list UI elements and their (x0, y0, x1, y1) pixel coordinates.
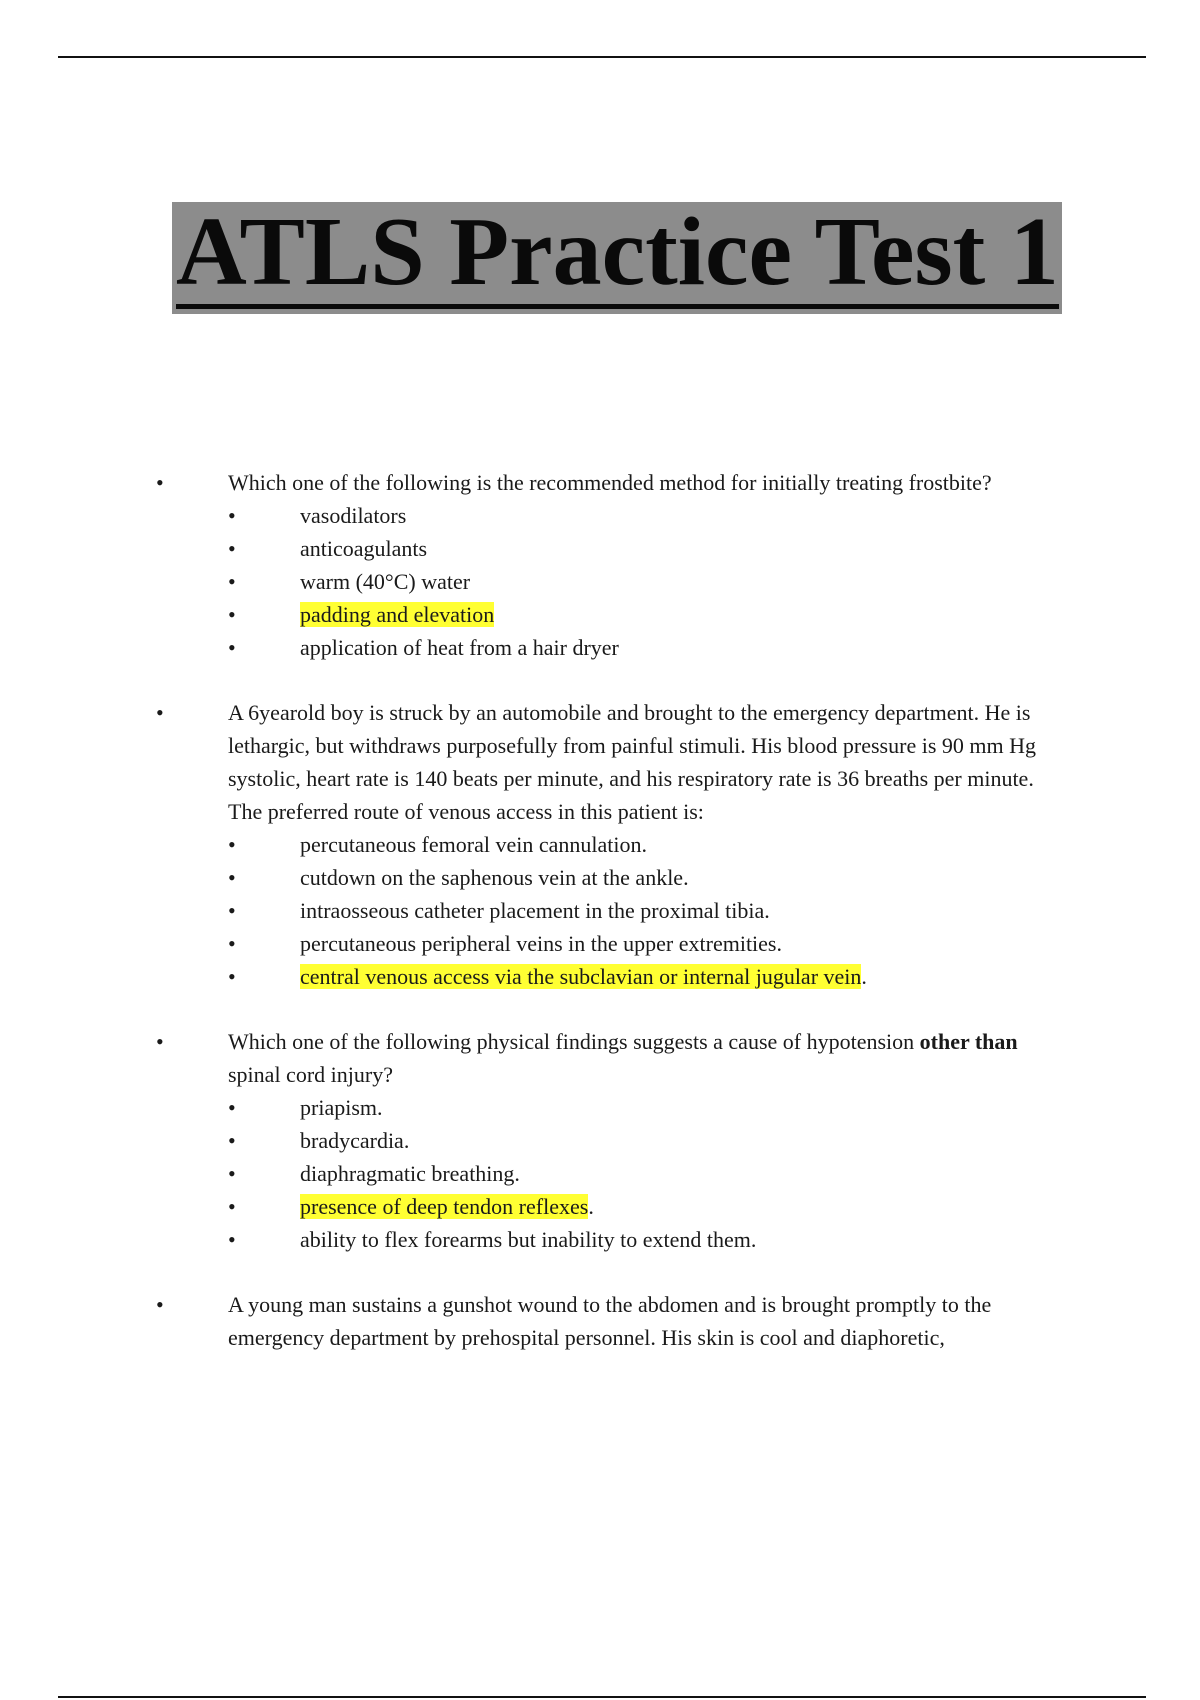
option-bullet: • (228, 569, 236, 594)
option-text (300, 598, 494, 631)
option-text: intraosseous catheter placement in the proximal tibia. (300, 898, 770, 923)
option-bullet: • (228, 931, 236, 956)
option-item (0, 828, 1200, 861)
answer-highlight: central venous access via the subclavian or internal jugular vein (300, 964, 862, 989)
title-banner (172, 202, 1062, 314)
question-2 (0, 696, 1200, 993)
option-bullet: • (228, 1227, 236, 1252)
option-bullet: • (228, 898, 236, 923)
bottom-rule (58, 1696, 1146, 1698)
option-bullet: • (228, 964, 236, 989)
question-text: A 6yearold boy is struck by an automobile and brought to the emergency department. He is lethargic, but withdraws purposefully from painful stimuli. His blood pressure is 90 mm Hg systolic, heart rate is 140 beats per minute, and his respiratory rate is 36 breaths per minute. The preferred route of venous access in this patient is: (228, 700, 1036, 824)
option-item (0, 1091, 1200, 1124)
answer-highlight: padding and elevation (300, 602, 495, 627)
option-bullet: • (228, 602, 236, 627)
option-bullet: • (228, 1194, 236, 1219)
option-text: application of heat from a hair dryer (300, 635, 619, 660)
option-item-answer (0, 960, 1200, 993)
emphasis-text: other than (919, 1029, 1018, 1054)
option-item (0, 1223, 1200, 1256)
question-4 (0, 1288, 1200, 1354)
option-text: central venous access via the subclavian or internal jugular vein. (300, 964, 867, 989)
option-bullet: • (228, 865, 236, 890)
option-text: cutdown on the saphenous vein at the ankle. (300, 865, 689, 890)
option-text: vasodilators (300, 503, 407, 528)
option-text: anticoagulants (300, 536, 428, 561)
document-title: ATLS Practice Test 1 (176, 202, 1059, 309)
option-list (0, 1091, 1200, 1256)
option-item-answer (0, 1190, 1200, 1223)
option-item (0, 499, 1200, 532)
option-text: bradycardia. (300, 1128, 410, 1153)
option-item (0, 894, 1200, 927)
option-bullet: • (228, 635, 236, 660)
option-list (0, 828, 1200, 993)
question-text: Which one of the following physical findings suggests a cause of hypotension other than spinal cord injury? (228, 1029, 1018, 1087)
question-bullet: • (156, 1029, 164, 1054)
option-text: priapism. (300, 1095, 383, 1120)
question-bullet: • (156, 1292, 164, 1317)
option-item (0, 631, 1200, 664)
question-text: A young man sustains a gunshot wound to the abdomen and is brought promptly to the emergency department by prehospital personnel. His skin is cool and diaphoretic, (228, 1292, 992, 1350)
option-item-answer (0, 598, 1200, 631)
option-item (0, 1124, 1200, 1157)
option-text: percutaneous peripheral veins in the upper extremities. (300, 931, 782, 956)
question-bullet: • (156, 470, 164, 495)
option-item (0, 565, 1200, 598)
option-text: diaphragmatic breathing. (300, 1161, 520, 1186)
answer-highlight: presence of deep tendon reflexes (300, 1194, 589, 1219)
option-item (0, 927, 1200, 960)
option-list (0, 499, 1200, 664)
option-text: warm (40°C) water (300, 569, 471, 594)
option-bullet: • (228, 832, 236, 857)
question-list (0, 466, 1200, 1386)
question-1 (0, 466, 1200, 664)
option-bullet: • (228, 536, 236, 561)
top-rule (58, 56, 1146, 58)
question-3 (0, 1025, 1200, 1256)
question-bullet: • (156, 700, 164, 725)
option-text: percutaneous femoral vein cannulation. (300, 832, 647, 857)
option-bullet: • (228, 1095, 236, 1120)
question-text: Which one of the following is the recommended method for initially treating frostbite? (228, 470, 992, 495)
option-item (0, 861, 1200, 894)
option-text: ability to flex forearms but inability to extend them. (300, 1227, 757, 1252)
option-bullet: • (228, 1128, 236, 1153)
option-bullet: • (228, 1161, 236, 1186)
option-item (0, 1157, 1200, 1190)
option-item (0, 532, 1200, 565)
option-text: presence of deep tendon reflexes. (300, 1194, 594, 1219)
option-bullet: • (228, 503, 236, 528)
